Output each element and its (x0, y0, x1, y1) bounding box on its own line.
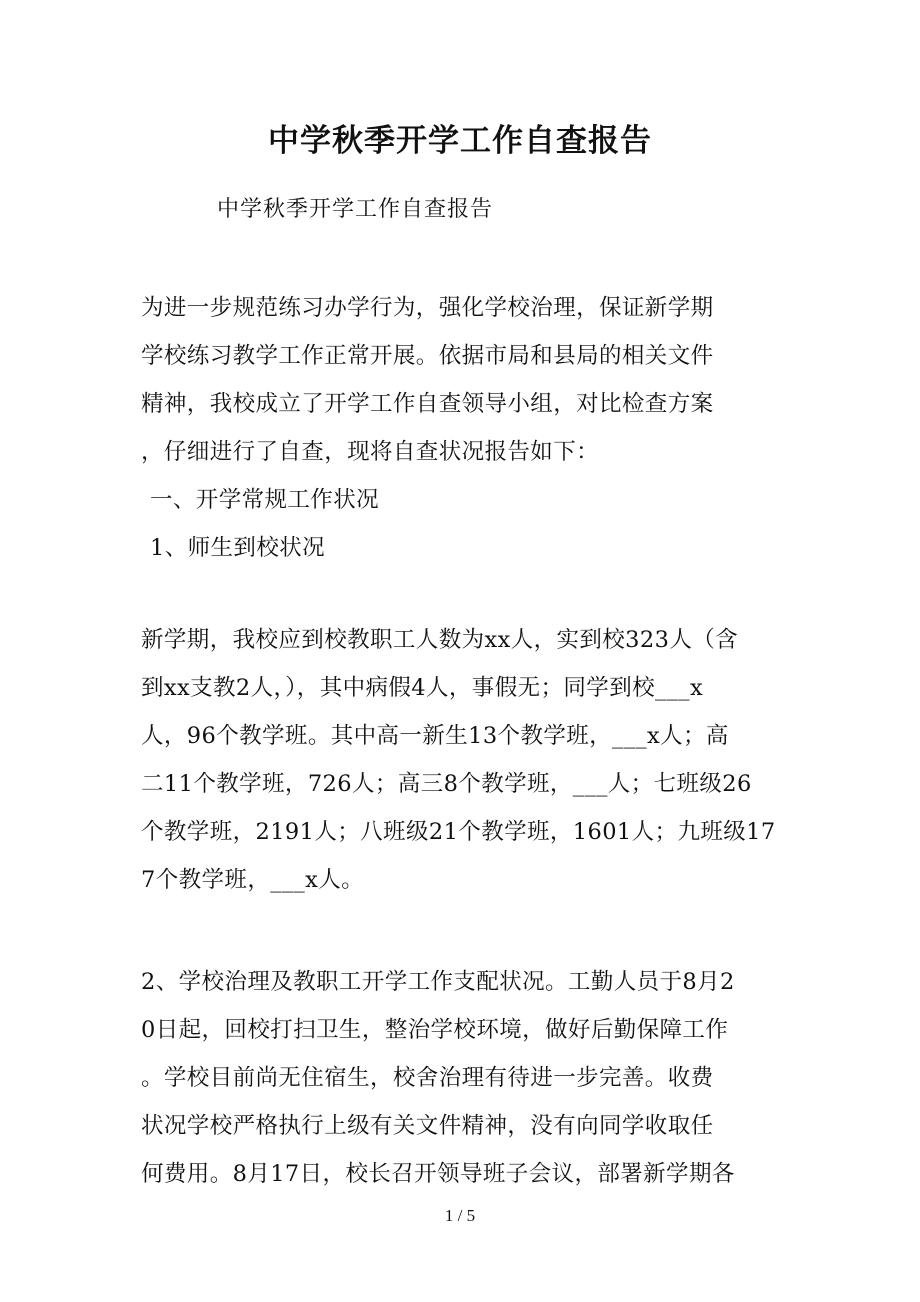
intro-paragraph (141, 284, 781, 476)
management-line: 状况学校严格执行上级有关文件精神，没有向同学收取任 (141, 1113, 714, 1139)
section-1-heading: 一、开学常规工作状况 (150, 487, 380, 513)
management-line: 2、学校治理及教职工开学工作支配状况。工勤人员于8月2 (141, 969, 735, 995)
intro-line: 学校练习教学工作正常开展。依据市局和县局的相关文件 (141, 343, 714, 369)
attendance-line: 新学期，我校应到校教职工人数为xx人，实到校323人（含 (141, 627, 739, 653)
management-line: 0日起，回校打扫卫生，整治学校环境，做好后勤保障工作 (141, 1017, 729, 1043)
attendance-line: 到xx支教2人，），其中病假4人，事假无；同学到校___x (141, 675, 704, 701)
attendance-line: 个教学班，2191人；八班级21个教学班，1601人；九班级17 (141, 819, 776, 845)
attendance-line: 7个教学班，___x人。 (141, 867, 365, 893)
management-paragraph (141, 958, 781, 1198)
intro-line: ，仔细进行了自查，现将自查状况报告如下： (141, 439, 600, 465)
attendance-line: 人，96个教学班。其中高一新生13个教学班，___x人；高 (141, 723, 729, 749)
attendance-paragraph (141, 616, 781, 904)
management-line: 何费用。8月17日，校长召开领导班子会议，部署新学期各 (141, 1161, 735, 1187)
document-title: 中学秋季开学工作自查报告 (268, 123, 652, 159)
subsection-1-heading: 1、师生到校状况 (150, 535, 326, 561)
intro-line: 精神，我校成立了开学工作自查领导小组，对比检查方案 (141, 391, 714, 417)
intro-line: 为进一步规范练习办学行为，强化学校治理，保证新学期 (141, 295, 714, 321)
document-subtitle: 中学秋季开学工作自查报告 (217, 197, 494, 222)
management-line: 。学校目前尚无住宿生，校舍治理有待进一步完善。收费 (141, 1065, 714, 1091)
attendance-line: 二11个教学班，726人；高三8个教学班，___人；七班级26 (141, 771, 752, 797)
page-indicator: 1 / 5 (444, 1206, 476, 1225)
